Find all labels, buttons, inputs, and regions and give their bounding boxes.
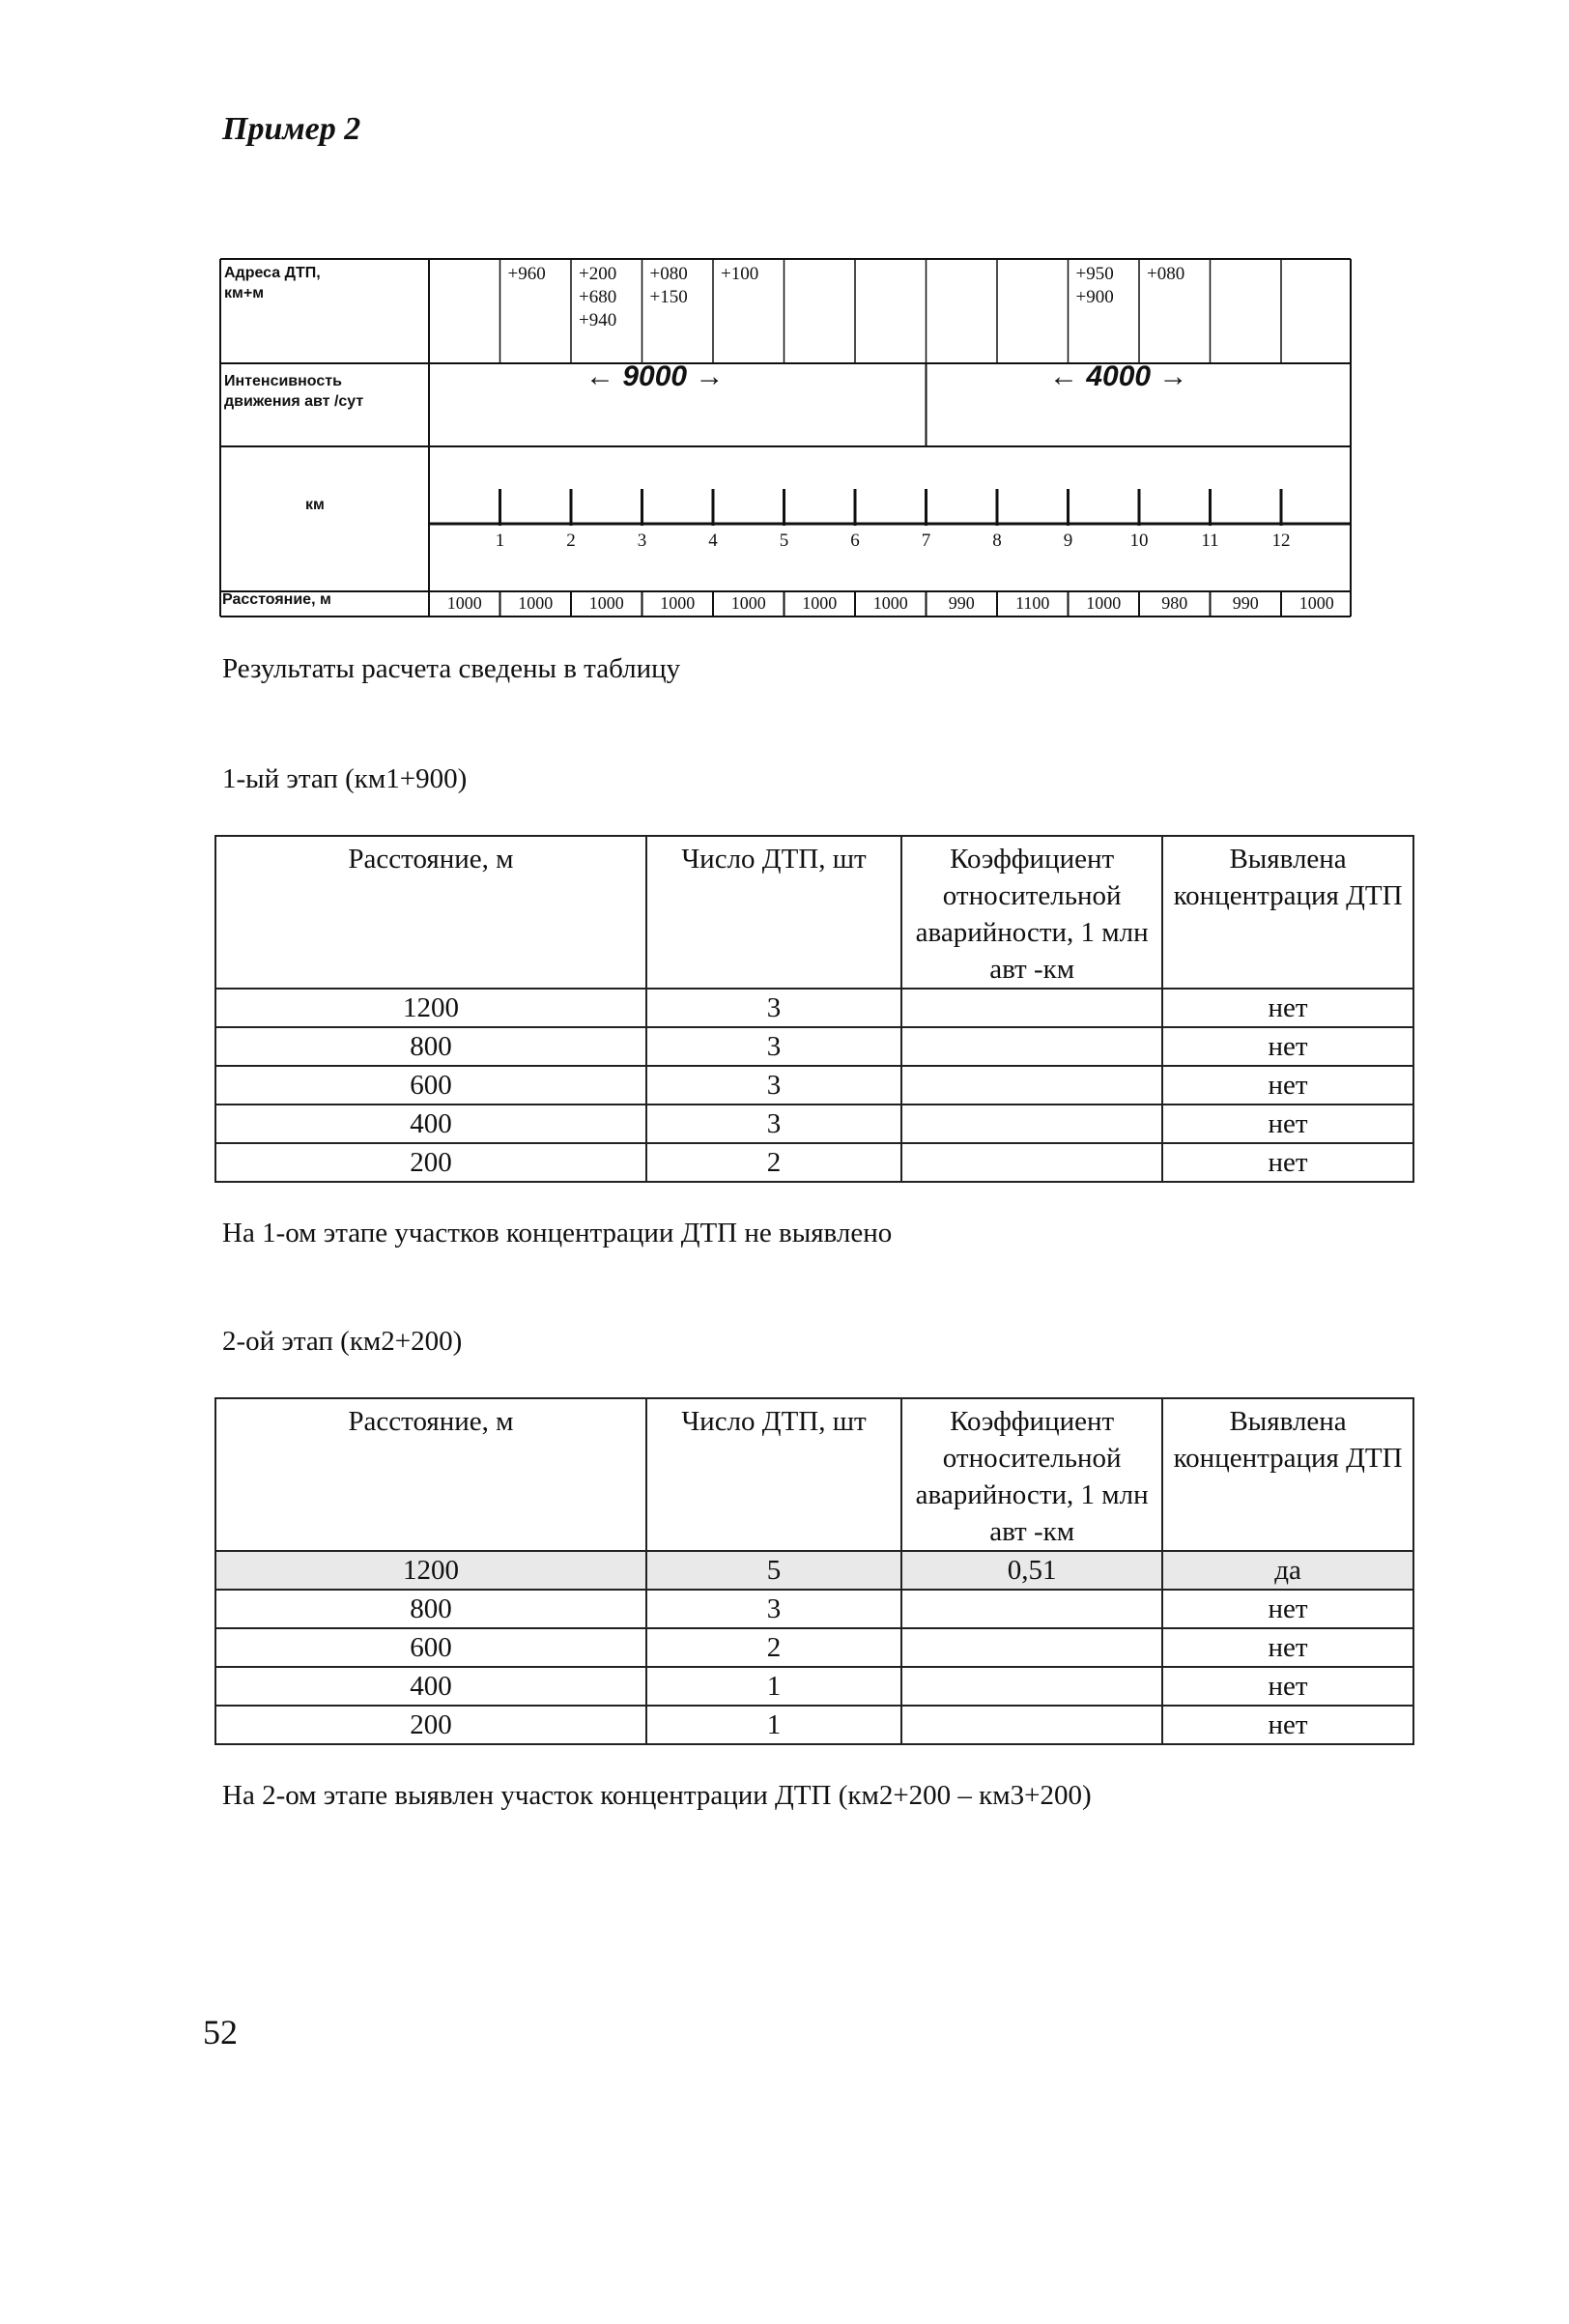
distance-cell: 200 (215, 1706, 646, 1744)
distance-cell: 800 (215, 1027, 646, 1066)
coefficient-cell (901, 1590, 1162, 1628)
coefficient-cell (901, 1105, 1162, 1143)
distance-cell: 800 (215, 1590, 646, 1628)
accidents-cell: 3 (646, 1590, 901, 1628)
distance-cell: 1000 (588, 593, 624, 613)
concentration-cell: нет (1162, 1143, 1413, 1182)
page-number: 52 (203, 2013, 238, 2051)
table-row (215, 1590, 1413, 1628)
accidents-cell: 1 (646, 1706, 901, 1744)
stage1-table (214, 835, 1414, 1183)
concentration-cell: нет (1162, 1105, 1413, 1143)
address-cell: +100 (721, 264, 759, 284)
results-intro: Результаты расчета сведены в таблицу (222, 653, 681, 684)
distance-cell: 1000 (446, 593, 482, 613)
coefficient-cell: 0,51 (901, 1551, 1162, 1590)
table-row (215, 989, 1413, 1027)
km-number: 5 (779, 531, 789, 551)
km-number: 6 (850, 531, 860, 551)
stage2-heading: 2-ой этап (км2+200) (222, 1326, 463, 1357)
accidents-cell: 5 (646, 1551, 901, 1590)
distance-cell: 1200 (215, 1551, 646, 1590)
distance-cell: 1000 (872, 593, 908, 613)
km-number: 11 (1201, 531, 1219, 551)
distance-cell: 1000 (1298, 593, 1334, 613)
km-number: 4 (708, 531, 718, 551)
distance-cell: 200 (215, 1143, 646, 1182)
addresses-label (224, 263, 321, 303)
km-number: 1 (495, 531, 505, 551)
flow-left: ← 9000 → (585, 360, 725, 392)
concentration-cell: нет (1162, 989, 1413, 1027)
col-accidents: Число ДТП, шт (646, 1398, 901, 1551)
concentration-cell: нет (1162, 1667, 1413, 1706)
stage1-conclusion: На 1-ом этапе участков концентрации ДТП не выявлено (222, 1218, 893, 1248)
coefficient-cell (901, 1667, 1162, 1706)
accidents-cell: 3 (646, 989, 901, 1027)
concentration-cell: нет (1162, 1066, 1413, 1105)
coefficient-cell (901, 1143, 1162, 1182)
stage1-header-row (215, 836, 1413, 989)
col-coefficient: Коэффициент относительной аварийности, 1 млн авт -км (901, 1398, 1162, 1551)
col-distance: Расстояние, м (215, 836, 646, 989)
distance-cell: 1000 (730, 593, 766, 613)
address-cell: +080 +150 (649, 264, 688, 307)
distance-cell: 1000 (802, 593, 838, 613)
table-row (215, 1143, 1413, 1182)
km-number: 9 (1063, 531, 1073, 551)
accidents-cell: 2 (646, 1143, 901, 1182)
concentration-cell: да (1162, 1551, 1413, 1590)
distance-cell: 1000 (660, 593, 696, 613)
address-cell: +200 +680 +940 (579, 264, 617, 330)
col-concentration: Выявлена концентрация ДТП (1162, 1398, 1413, 1551)
stage2-header-row (215, 1398, 1413, 1551)
road-diagram (218, 257, 1353, 618)
distance-cell: 1100 (1015, 593, 1050, 613)
coefficient-cell (901, 1027, 1162, 1066)
table-row (215, 1027, 1413, 1066)
distance-cell: 400 (215, 1105, 646, 1143)
table-row (215, 1551, 1413, 1590)
concentration-cell: нет (1162, 1027, 1413, 1066)
table-row (215, 1628, 1413, 1667)
distance-label: Расстояние, м (222, 591, 331, 608)
km-number: 3 (637, 531, 647, 551)
intensity-label-line2: движения авт /сут (224, 393, 364, 410)
distance-cell: 980 (1161, 593, 1188, 613)
accidents-cell: 3 (646, 1027, 901, 1066)
distance-cell: 1000 (1086, 593, 1122, 613)
km-number: 7 (921, 531, 931, 551)
intensity-label-line1: Интенсивность (224, 373, 342, 389)
accidents-cell: 2 (646, 1628, 901, 1667)
distance-cell: 600 (215, 1628, 646, 1667)
km-number: 10 (1129, 531, 1149, 551)
accidents-cell: 3 (646, 1105, 901, 1143)
km-label: км (305, 497, 325, 513)
accidents-cell: 3 (646, 1066, 901, 1105)
addresses-label-line1: Адреса ДТП, (224, 265, 321, 281)
addresses-label-line2: км+м (224, 285, 265, 301)
col-coefficient: Коэффициент относительной аварийности, 1 млн авт -км (901, 836, 1162, 989)
km-number: 2 (566, 531, 576, 551)
distance-cell: 400 (215, 1667, 646, 1706)
distance-cell: 1200 (215, 989, 646, 1027)
stage2-table (214, 1397, 1414, 1745)
concentration-cell: нет (1162, 1706, 1413, 1744)
coefficient-cell (901, 989, 1162, 1027)
stage1-heading: 1-ый этап (км1+900) (222, 763, 468, 794)
concentration-cell: нет (1162, 1590, 1413, 1628)
coefficient-cell (901, 1066, 1162, 1105)
diagram-grid (218, 257, 1353, 618)
stage2-conclusion: На 2-ом этапе выявлен участок концентрации ДТП (км2+200 – км3+200) (222, 1780, 1092, 1811)
accidents-cell: 1 (646, 1667, 901, 1706)
table-row (215, 1667, 1413, 1706)
coefficient-cell (901, 1628, 1162, 1667)
flow-right: ← 4000 → (1049, 360, 1188, 392)
page-title: Пример 2 (222, 111, 361, 147)
col-concentration: Выявлена концентрация ДТП (1162, 836, 1413, 989)
col-distance: Расстояние, м (215, 1398, 646, 1551)
distance-cell: 1000 (518, 593, 554, 613)
address-cell: +080 (1147, 264, 1185, 284)
coefficient-cell (901, 1706, 1162, 1744)
intensity-label (224, 371, 363, 412)
address-cell: +960 (507, 264, 546, 284)
table-row (215, 1066, 1413, 1105)
km-number: 8 (992, 531, 1002, 551)
col-accidents: Число ДТП, шт (646, 836, 901, 989)
km-number: 12 (1271, 531, 1291, 551)
table-row (215, 1105, 1413, 1143)
distance-cell: 990 (948, 593, 975, 613)
table-row (215, 1706, 1413, 1744)
distance-cell: 990 (1232, 593, 1259, 613)
distance-cell: 600 (215, 1066, 646, 1105)
concentration-cell: нет (1162, 1628, 1413, 1667)
address-cell: +950 +900 (1075, 264, 1114, 307)
